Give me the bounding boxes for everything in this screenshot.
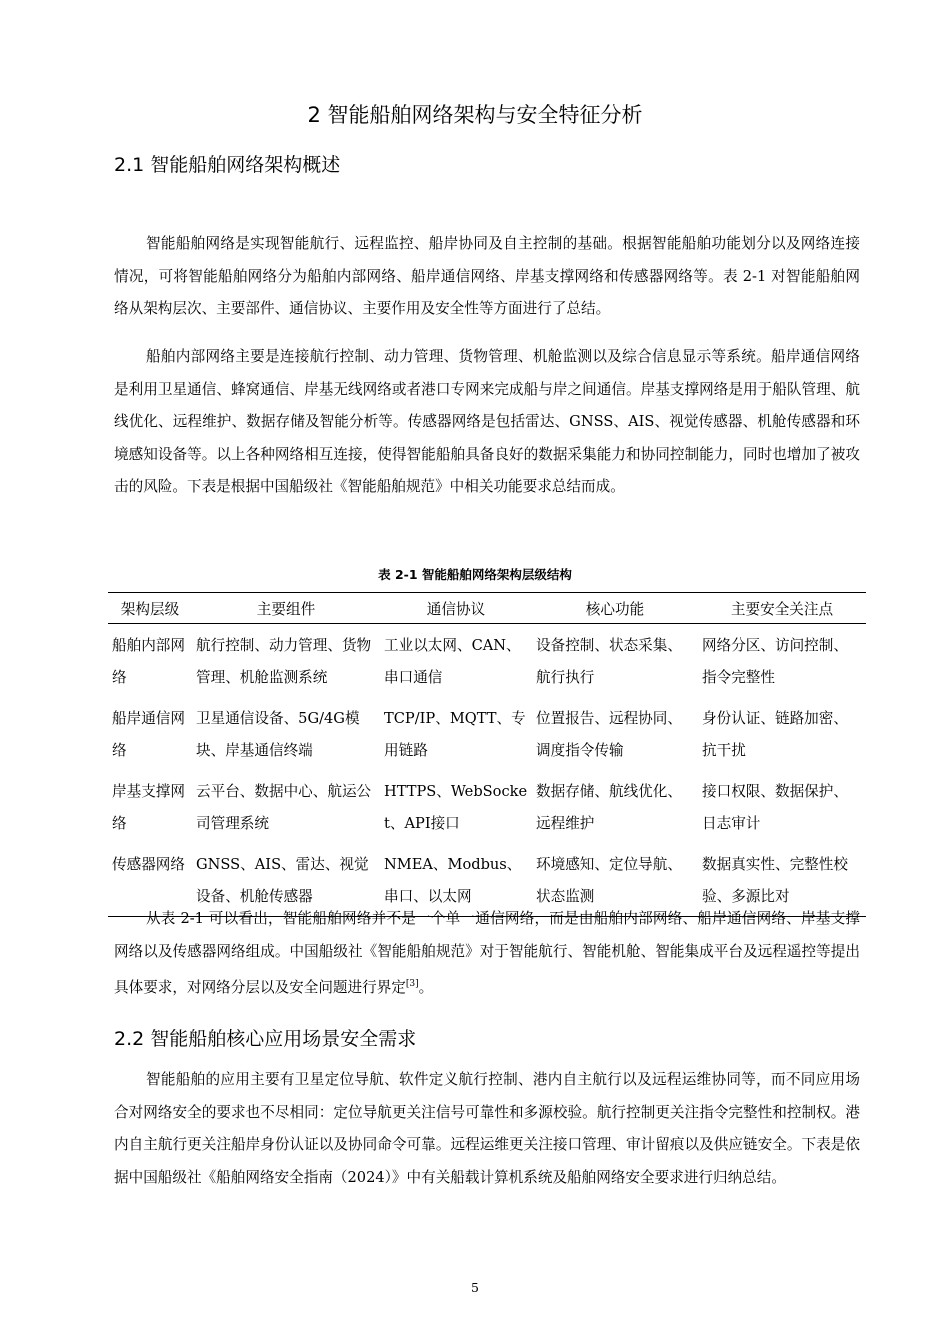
table-cell: HTTPS、WebSocket、API接口 [384,783,528,832]
table-cell: TCP/IP、MQTT、专用链路 [384,710,526,759]
table-header-row [108,593,866,624]
paragraph-text: 从表 2-1 可以看出，智能船舶网络并不是一个单一通信网络，而是由船舶内部网络、船岸通信网络、岸基支撑网络以及传感器网络组成。中国船级社《智能船舶规范》对于智能航行、智能机舱、智能集成平台及远程遥控等提出具体要求，对网络分层以及安全问题进行界定 [114,910,860,996]
table-cell: 工业以太网、CAN、串口通信 [384,637,521,686]
table-cell: 接口权限、数据保护、日志审计 [702,783,848,832]
table-cell: 船岸通信网络 [112,710,185,759]
table-cell: 数据存储、航线优化、远程维护 [536,783,682,832]
header-cell: 主要组件 [192,593,380,624]
table-cell: 身份认证、链路加密、抗干扰 [702,710,848,759]
table-cell: 设备控制、状态采集、航行执行 [536,637,682,686]
header-cell: 通信协议 [380,593,532,624]
body-paragraph: 船舶内部网络主要是连接航行控制、动力管理、货物管理、机舱监测以及综合信息显示等系统。船岸通信网络是利用卫星通信、蜂窝通信、岸基无线网络或者港口专网来完成船与岸之间通信。岸基支撑网络是用于船队管理、航线优化、远程维护、数据存储及智能分析等。传感器网络是包括雷达、GNSS、AIS、视觉传感器、机舱传感器和环境感知设备等。以上各种网络相互连接，使得智能船舶具备良好的数据采集能力和协同控制能力，同时也增加了被攻击的风险。下表是根据中国船级社《智能船舶规范》中相关功能要求总结而成。 [114,348,860,495]
page-number: 5 [471,1280,479,1295]
table-caption: 表 2-1 智能船舶网络架构层级结构 [378,567,572,582]
body-paragraph [114,903,860,1004]
table-cell: NMEA、Modbus、串口、以太网 [380,843,532,917]
table-cell: 卫星通信设备、5G/4G模块、岸基通信终端 [196,710,360,759]
table-cell: 网络分区、访问控制、指令完整性 [702,637,848,686]
table-cell: GNSS、AIS、雷达、视觉设备、机舱传感器 [192,843,380,917]
chapter-title: 2 智能船舶网络架构与安全特征分析 [307,103,643,127]
section-title-2-1: 2.1 智能船舶网络架构概述 [114,154,341,176]
body-paragraph: 智能船舶的应用主要有卫星定位导航、软件定义航行控制、港内自主航行以及远程运维协同等，而不同应用场合对网络安全的要求也不尽相同：定位导航更关注信号可靠性和多源校验。航行控制更关注指令完整性和控制权。港内自主航行更关注船岸身份认证以及协同命令可靠。远程运维更关注接口管理、审计留痕以及供应链安全。下表是依据中国船级社《船舶网络安全指南（2024）》中有关船载计算机系统及船舶网络安全要求进行归纳总结。 [114,1071,860,1186]
body-paragraph: 智能船舶网络是实现智能航行、远程监控、船岸协同及自主控制的基础。根据智能船舶功能划分以及网络连接情况，可将智能船舶网络分为船舶内部网络、船岸通信网络、岸基支撑网络和传感器网络等。表 2-1 对智能船舶网络从架构层次、主要部件、通信协议、主要作用及安全性等方面进行了总结。 [114,235,860,317]
header-cell: 主要安全关注点 [698,593,866,624]
table-cell: 传感器网络 [108,843,192,917]
table-cell: 环境感知、定位导航、状态监测 [532,843,698,917]
table-cell: 云平台、数据中心、航运公司管理系统 [196,783,372,832]
table-row [108,624,866,698]
paragraph-end: 。 [418,978,434,996]
header-cell: 架构层级 [108,593,192,624]
section-title-2-2: 2.2 智能船舶核心应用场景安全需求 [114,1028,417,1050]
table-row [108,697,866,770]
table-cell: 数据真实性、完整性校验、多源比对 [698,843,866,917]
table-cell: 岸基支撑网络 [112,783,185,832]
table-cell: 航行控制、动力管理、货物管理、机舱监测系统 [196,637,372,686]
table-row [108,770,866,843]
header-cell: 核心功能 [532,593,698,624]
architecture-table [108,592,866,917]
citation-ref: [3] [405,979,419,989]
table-cell: 位置报告、远程协同、调度指令传输 [536,710,682,759]
table-cell: 船舶内部网络 [112,637,185,686]
